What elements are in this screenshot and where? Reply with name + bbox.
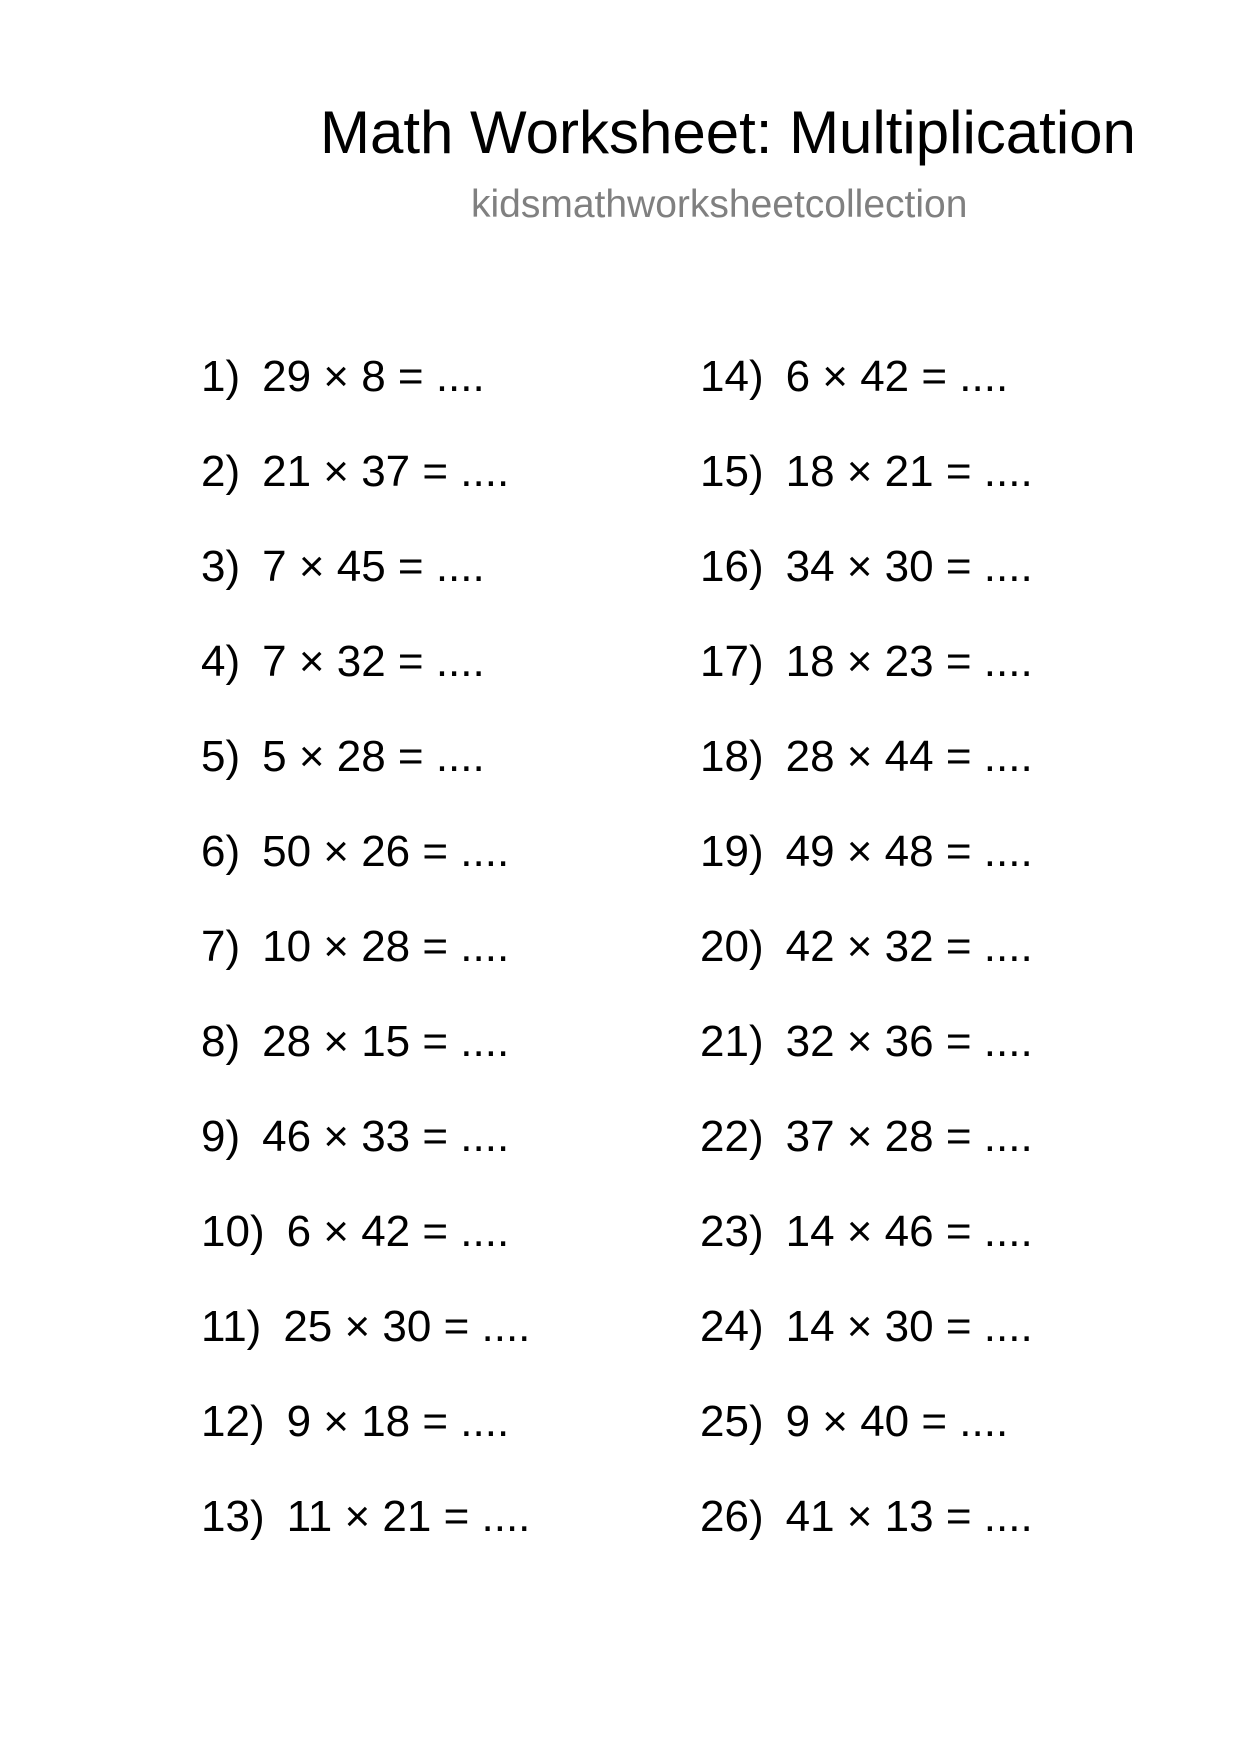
problem-number: 2) [201,447,241,496]
problem-row [201,922,530,1017]
problem-number: 20) [700,922,764,971]
problem-number: 17) [700,637,764,686]
page-title: Math Worksheet: Multiplication [320,99,1136,166]
problem-number: 9) [201,1112,241,1161]
problem-number: 1) [201,352,241,401]
problem-number: 15) [700,447,764,496]
problem-number: 11) [201,1302,262,1351]
problem-expression: 11 × 21 = .... [286,1492,531,1541]
problem-row [700,447,1033,542]
problem-row [700,1112,1033,1207]
problem-expression: 9 × 40 = .... [785,1397,1009,1446]
problem-number: 6) [201,827,241,876]
problem-row [201,1112,530,1207]
problem-row [201,542,530,637]
problem-row [201,732,530,827]
problem-row [700,1302,1033,1397]
problem-expression: 21 × 37 = .... [262,447,510,496]
problem-row [700,542,1033,637]
problem-row [700,1017,1033,1112]
problem-expression: 18 × 23 = .... [785,637,1033,686]
problem-number: 24) [700,1302,764,1351]
problem-number: 5) [201,732,241,781]
problem-number: 10) [201,1207,265,1256]
problem-number: 12) [201,1397,265,1446]
problem-expression: 49 × 48 = .... [785,827,1033,876]
problem-row [201,1207,530,1302]
problem-expression: 10 × 28 = .... [262,922,510,971]
problem-row [700,922,1033,1017]
problem-expression: 14 × 30 = .... [785,1302,1033,1351]
problem-row [700,352,1033,447]
problem-number: 19) [700,827,764,876]
problem-row [700,732,1033,827]
problem-row [201,1397,530,1492]
problem-expression: 37 × 28 = .... [785,1112,1033,1161]
problem-number: 3) [201,542,241,591]
problem-expression: 29 × 8 = .... [262,352,485,401]
problem-row [700,637,1033,732]
problem-row [201,447,530,542]
problem-number: 7) [201,922,241,971]
page-subtitle: kidsmathworksheetcollection [471,183,968,226]
problem-row [201,637,530,732]
problem-row [700,1397,1033,1492]
problem-number: 13) [201,1492,265,1541]
problem-row [700,827,1033,922]
problem-row [201,1302,530,1397]
problem-expression: 14 × 46 = .... [785,1207,1033,1256]
problem-number: 4) [201,637,241,686]
problem-row [700,1207,1033,1302]
problem-expression: 32 × 36 = .... [785,1017,1033,1066]
problem-expression: 18 × 21 = .... [785,447,1033,496]
problem-expression: 25 × 30 = .... [283,1302,531,1351]
problem-expression: 34 × 30 = .... [785,542,1033,591]
problem-number: 25) [700,1397,764,1446]
problem-number: 23) [700,1207,764,1256]
problem-expression: 7 × 45 = .... [262,542,485,591]
problem-number: 26) [700,1492,764,1541]
problem-number: 8) [201,1017,241,1066]
problem-row [201,827,530,922]
problem-row [201,1492,530,1587]
problem-number: 22) [700,1112,764,1161]
problem-expression: 7 × 32 = .... [262,637,485,686]
problem-number: 21) [700,1017,764,1066]
problem-row [700,1492,1033,1587]
problem-number: 16) [700,542,764,591]
problem-expression: 42 × 32 = .... [785,922,1033,971]
problem-expression: 9 × 18 = .... [286,1397,510,1446]
problem-column-right [700,352,1033,1587]
problem-expression: 41 × 13 = .... [785,1492,1033,1541]
problem-number: 18) [700,732,764,781]
problem-expression: 6 × 42 = .... [785,352,1009,401]
problem-row [201,352,530,447]
problem-expression: 46 × 33 = .... [262,1112,510,1161]
problem-number: 14) [700,352,764,401]
problem-expression: 50 × 26 = .... [262,827,510,876]
problem-column-left [201,352,530,1587]
problem-row [201,1017,530,1112]
problem-expression: 5 × 28 = .... [262,732,485,781]
problem-expression: 28 × 44 = .... [785,732,1033,781]
problem-expression: 28 × 15 = .... [262,1017,510,1066]
problem-expression: 6 × 42 = .... [286,1207,510,1256]
